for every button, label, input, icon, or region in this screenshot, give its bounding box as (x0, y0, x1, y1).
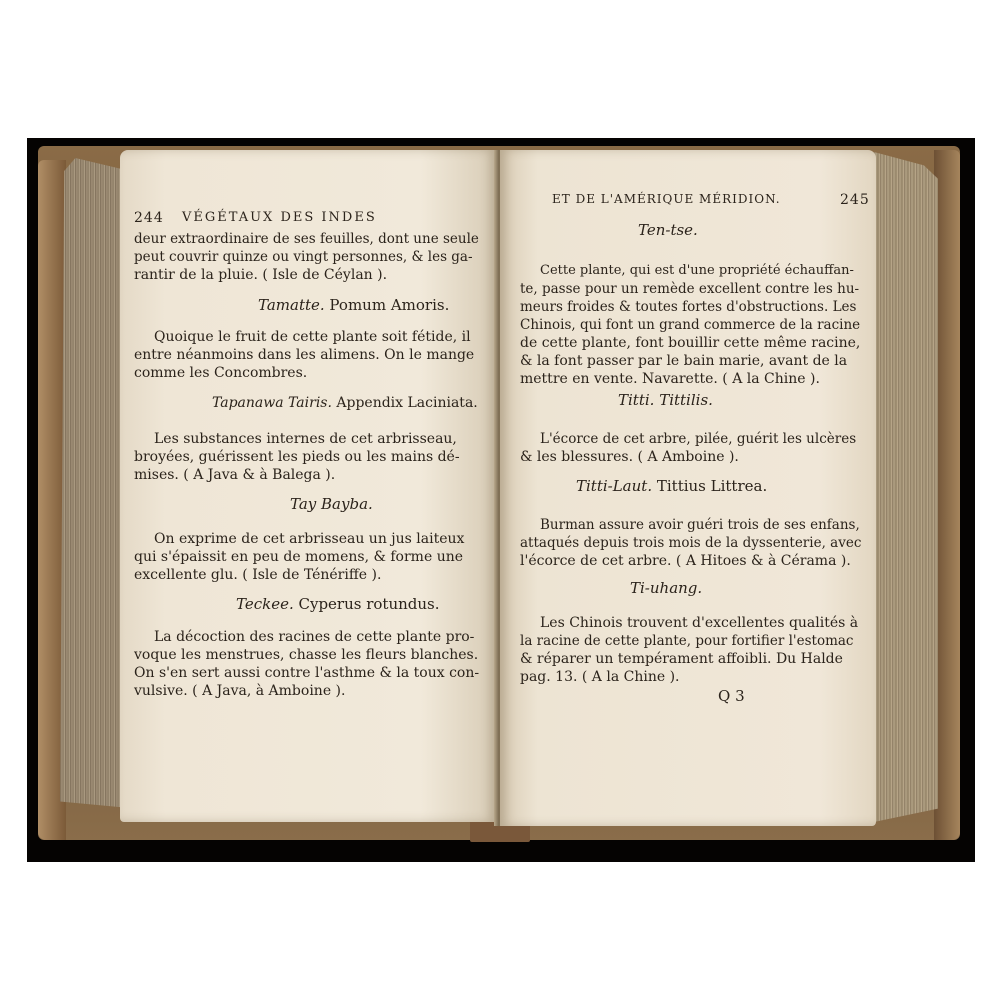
text-line: L'écorce de cet arbre, pilée, guérit les ulcères (540, 431, 857, 447)
entry-name: Titti-Laut. (576, 477, 653, 495)
text-line: vulsive. ( A Java, à Amboine ). (134, 683, 346, 699)
text-line: Les Chinois trouvent d'excellentes qualités à (540, 615, 859, 631)
right-page (500, 150, 876, 826)
text-line: l'écorce de cet arbre. ( A Hitoes & à Cérama ). (520, 553, 851, 569)
text-line: rantir de la pluie. ( Isle de Céylan ). (134, 267, 388, 283)
entry-latin: Pomum Amoris. (324, 296, 450, 314)
text-line: mises. ( A Java & à Balega ). (134, 467, 336, 483)
entry-name: Teckee. (236, 595, 294, 613)
text-line: Chinois, qui font un grand commerce de la racine (520, 317, 861, 333)
text-line: & les blessures. ( A Amboine ). (520, 449, 739, 465)
entry-heading (212, 393, 478, 413)
running-title-left: VÉGÉTAUX DES INDES (182, 210, 377, 225)
entry-latin: Cyperus rotundus. (293, 595, 440, 613)
entry-heading (236, 594, 440, 614)
text-line: excellente glu. ( Isle de Ténériffe ). (134, 567, 382, 583)
text-line: broyées, guérissent les pieds ou les mains dé- (134, 449, 460, 465)
page-number-left: 244 (134, 210, 164, 226)
text-line: La décoction des racines de cette plante pro- (154, 629, 475, 645)
text-line: entre néanmoins dans les alimens. On le mange (134, 347, 475, 363)
entry-name: Ten-tse. (638, 221, 698, 239)
text-line: Cette plante, qui est d'une propriété échauffan- (540, 263, 854, 278)
text-line: & réparer un tempérament affoibli. Du Halde (520, 651, 843, 667)
entry-heading (576, 476, 767, 496)
text-line: meurs froides & toutes fortes d'obstructions. Les (520, 299, 857, 315)
text-line: On s'en sert aussi contre l'asthme & la toux con- (134, 665, 480, 681)
signature-mark: Q 3 (718, 687, 745, 705)
text-line: On exprime de cet arbrisseau un jus laiteux (154, 531, 465, 547)
text-line: voque les menstrues, chasse les fleurs blanches. (134, 647, 479, 663)
text-line: mettre en vente. Navarette. ( A la Chine ). (520, 371, 820, 387)
entry-heading (290, 494, 373, 514)
text-line: Burman assure avoir guéri trois de ses enfans, (540, 517, 860, 533)
running-title-right: ET DE L'AMÉRIQUE MÉRIDION. (552, 192, 781, 206)
entry-name: Ti-uhang. (630, 579, 703, 597)
text-line: pag. 13. ( A la Chine ). (520, 669, 680, 685)
text-line: deur extraordinaire de ses feuilles, dont une seule (134, 231, 479, 247)
entry-name: Titti. Tittilis. (618, 391, 713, 409)
text-line: de cette plante, font bouillir cette même racine, (520, 335, 861, 351)
entry-heading (630, 578, 702, 598)
page-number-right: 245 (840, 192, 870, 208)
entry-heading (258, 295, 449, 315)
entry-name: Tay Bayba. (290, 495, 373, 513)
right-page-block (874, 152, 938, 822)
text-line: attaqués depuis trois mois de la dyssenterie, avec (520, 535, 862, 551)
text-line: & la font passer par le bain marie, avant de la (520, 353, 848, 369)
entry-name: Tamatte. (258, 296, 325, 314)
text-line: peut couvrir quinze ou vingt personnes, & les ga- (134, 249, 473, 265)
text-line: te, passe pour un remède excellent contre les hu- (520, 281, 860, 297)
entry-name: Tapanawa Tairis. (212, 395, 332, 411)
text-line: comme les Concombres. (134, 365, 308, 381)
entry-heading (618, 390, 713, 410)
entry-latin: Tittius Littrea. (652, 477, 768, 495)
text-line: Les substances internes de cet arbrisseau, (154, 431, 457, 447)
entry-latin: Appendix Laciniata. (331, 395, 478, 411)
left-page (120, 150, 496, 822)
text-line: la racine de cette plante, pour fortifier l'estomac (520, 633, 854, 649)
entry-heading (638, 220, 698, 240)
text-line: Quoique le fruit de cette plante soit fétide, il (154, 329, 471, 345)
text-line: qui s'épaissit en peu de momens, & forme une (134, 549, 464, 565)
